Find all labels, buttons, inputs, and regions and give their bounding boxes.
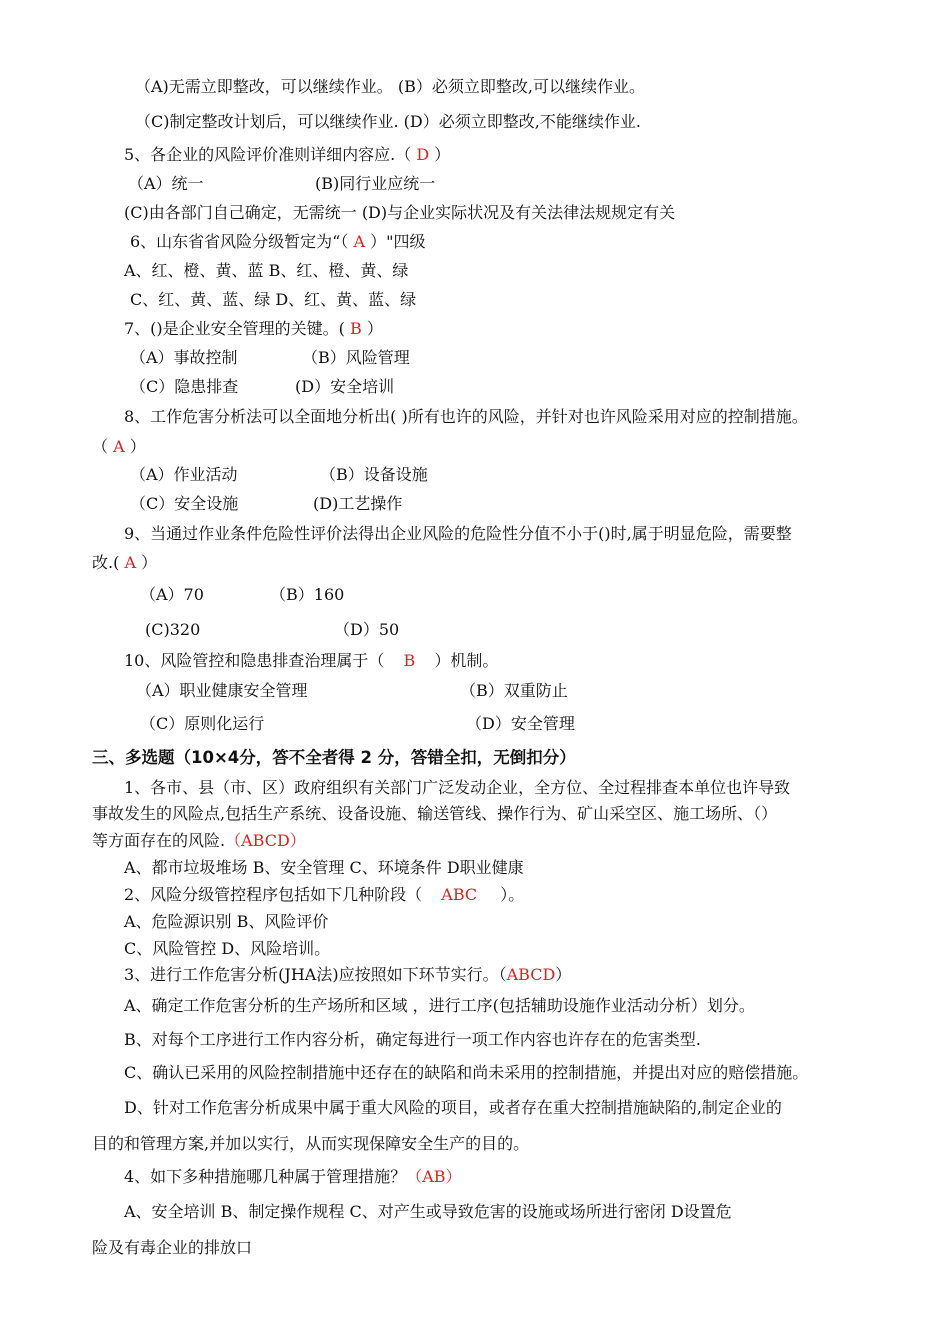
q6-option-cd: C、红、黄、蓝、绿 D、红、黄、蓝、绿	[130, 290, 417, 309]
m2-stem-text: 2、风险分级管控程序包括如下几种阶段（	[124, 885, 423, 904]
q5-close: ）	[434, 145, 451, 164]
q6-close: ）"四级	[370, 232, 426, 251]
m1-answer: （ABCD）	[225, 831, 306, 850]
q9-stem2: 改.(	[92, 553, 120, 572]
q10-option-c: （C）原则化运行	[140, 714, 265, 733]
q8-stem: 8、工作危害分析法可以全面地分析出( )所有也许的风险，并针对也许风险采用对应的控制措施。	[124, 407, 808, 426]
m3-stem-text: 3、进行工作危害分析(JHA法)应按照如下环节实行。（	[124, 965, 507, 984]
q5-option-a: （A）统一	[128, 174, 204, 193]
q9-stem: 9、当通过作业条件危险性评价法得出企业风险的危险性分值不小于()时,属于明显危险，需要整	[124, 524, 792, 543]
m4-options-line2: 险及有毒企业的排放口	[92, 1238, 253, 1257]
q10-option-a: （A）职业健康安全管理	[136, 681, 308, 700]
q7-stem	[124, 319, 383, 339]
q9-option-d: （D）50	[334, 620, 400, 639]
m4-stem	[124, 1167, 462, 1187]
m3-option-c: C、确认已采用的风险控制措施中还存在的缺陷和尚未采用的控制措施，并提出对应的赔偿措施。	[124, 1063, 809, 1082]
q10-stem-text: 10、风险管控和隐患排查治理属于（	[124, 651, 385, 670]
q7-stem-text: 7、()是企业安全管理的关键。(	[124, 319, 345, 338]
q8-option-a: （A）作业活动	[130, 465, 238, 484]
q7-close: ）	[366, 319, 383, 338]
m2-close: ）。	[500, 885, 525, 904]
m3-option-d-line1: D、针对工作危害分析成果中属于重大风险的项目，或者存在重大控制措施缺陷的,制定企业的	[124, 1098, 782, 1117]
m4-options-line1: A、安全培训 B、制定操作规程 C、对产生或导致危害的设施或场所进行密闭 D设置危	[124, 1202, 732, 1221]
q10-close: ）机制。	[434, 651, 499, 670]
m1-options: A、都市垃圾堆场 B、安全管理 C、环境条件 D职业健康	[124, 858, 524, 877]
m3-stem	[124, 965, 571, 985]
q9-close: ）	[141, 553, 158, 572]
q10-option-d: （D）安全管理	[466, 714, 575, 733]
q5-stem-text: 5、各企业的风险评价准则详细内容应.（	[124, 145, 412, 164]
m1-line3-text: 等方面存在的风险.	[92, 831, 226, 850]
q9-option-a: （A）70	[140, 585, 204, 604]
q10-stem	[124, 651, 498, 671]
q9-stem-cont	[92, 553, 157, 573]
q8-option-d: (D)工艺操作	[313, 494, 403, 513]
q4-option-ab: （A)无需立即整改，可以继续作业。 (B）必须立即整改,可以继续作业。	[135, 77, 645, 96]
m3-option-a: A、确定工作危害分析的生产场所和区域 ，进行工序(包括辅助设施作业活动分析）划分。	[124, 996, 755, 1015]
q5-stem	[124, 145, 450, 165]
q10-option-b: （B）双重防止	[460, 681, 568, 700]
q9-option-b: （B）160	[270, 585, 345, 604]
q5-option-cd: (C)由各部门自己确定，无需统一 (D)与企业实际状况及有关法律法规规定有关	[124, 203, 676, 222]
m1-line3	[92, 831, 306, 851]
m1-line2: 事故发生的风险点,包括生产系统、设备设施、输送管线、操作行为、矿山采空区、施工场所、（）	[92, 804, 778, 823]
q4-option-cd: （C)制定整改计划后，可以继续作业. (D）必须立即整改,不能继续作业.	[135, 112, 641, 131]
q6-stem-text: 6、山东省省风险分级暂定为“（	[130, 232, 349, 251]
q8-answer-line	[92, 437, 146, 457]
q7-option-c: （C）隐患排查	[130, 377, 239, 396]
m4-answer: （AB）	[406, 1167, 462, 1186]
q6-answer: A	[353, 232, 366, 251]
q7-answer: B	[350, 319, 362, 338]
q10-answer: B	[403, 651, 416, 670]
q6-option-ab: A、红、橙、黄、蓝 B、红、橙、黄、绿	[124, 261, 409, 280]
section3-heading: 三、多选题（10×4分，答不全者得 2 分，答错全扣，无倒扣分）	[92, 748, 576, 767]
m2-option-ab: A、危险源识别 B、风险评价	[124, 912, 329, 931]
q9-option-c: (C)320	[145, 620, 201, 639]
m3-option-d-line2: 目的和管理方案,并加以实行，从而实现保障安全生产的目的。	[92, 1134, 530, 1153]
m4-stem-text: 4、如下多种措施哪几种属于管理措施？	[124, 1167, 407, 1186]
m1-line1: 1、各市、县（市、区）政府组织有关部门广泛发动企业，全方位、全过程排查本单位也许导致	[124, 778, 791, 797]
q8-answer: A	[113, 437, 125, 456]
m2-stem	[124, 885, 524, 905]
m2-answer: ABC	[441, 885, 478, 904]
m3-option-b: B、对每个工序进行工作内容分析，确定每进行一项工作内容也许存在的危害类型.	[124, 1030, 701, 1049]
q8-open: （	[92, 437, 109, 456]
m3-answer: ABCD	[506, 965, 556, 984]
q6-stem	[130, 232, 426, 252]
q5-answer: D	[416, 145, 430, 164]
q7-option-a: （A）事故控制	[130, 348, 238, 367]
q8-close: ）	[129, 437, 146, 456]
q8-option-b: （B）设备设施	[320, 465, 428, 484]
q7-option-d: (D）安全培训	[295, 377, 395, 396]
q5-option-b: (B)同行业应统一	[315, 174, 436, 193]
m2-option-cd: C、风险管控 D、风险培训。	[124, 939, 331, 958]
q7-option-b: （B）风险管理	[302, 348, 410, 367]
q9-answer: A	[124, 553, 136, 572]
m3-close: ）	[555, 965, 572, 984]
q8-option-c: （C）安全设施	[130, 494, 239, 513]
